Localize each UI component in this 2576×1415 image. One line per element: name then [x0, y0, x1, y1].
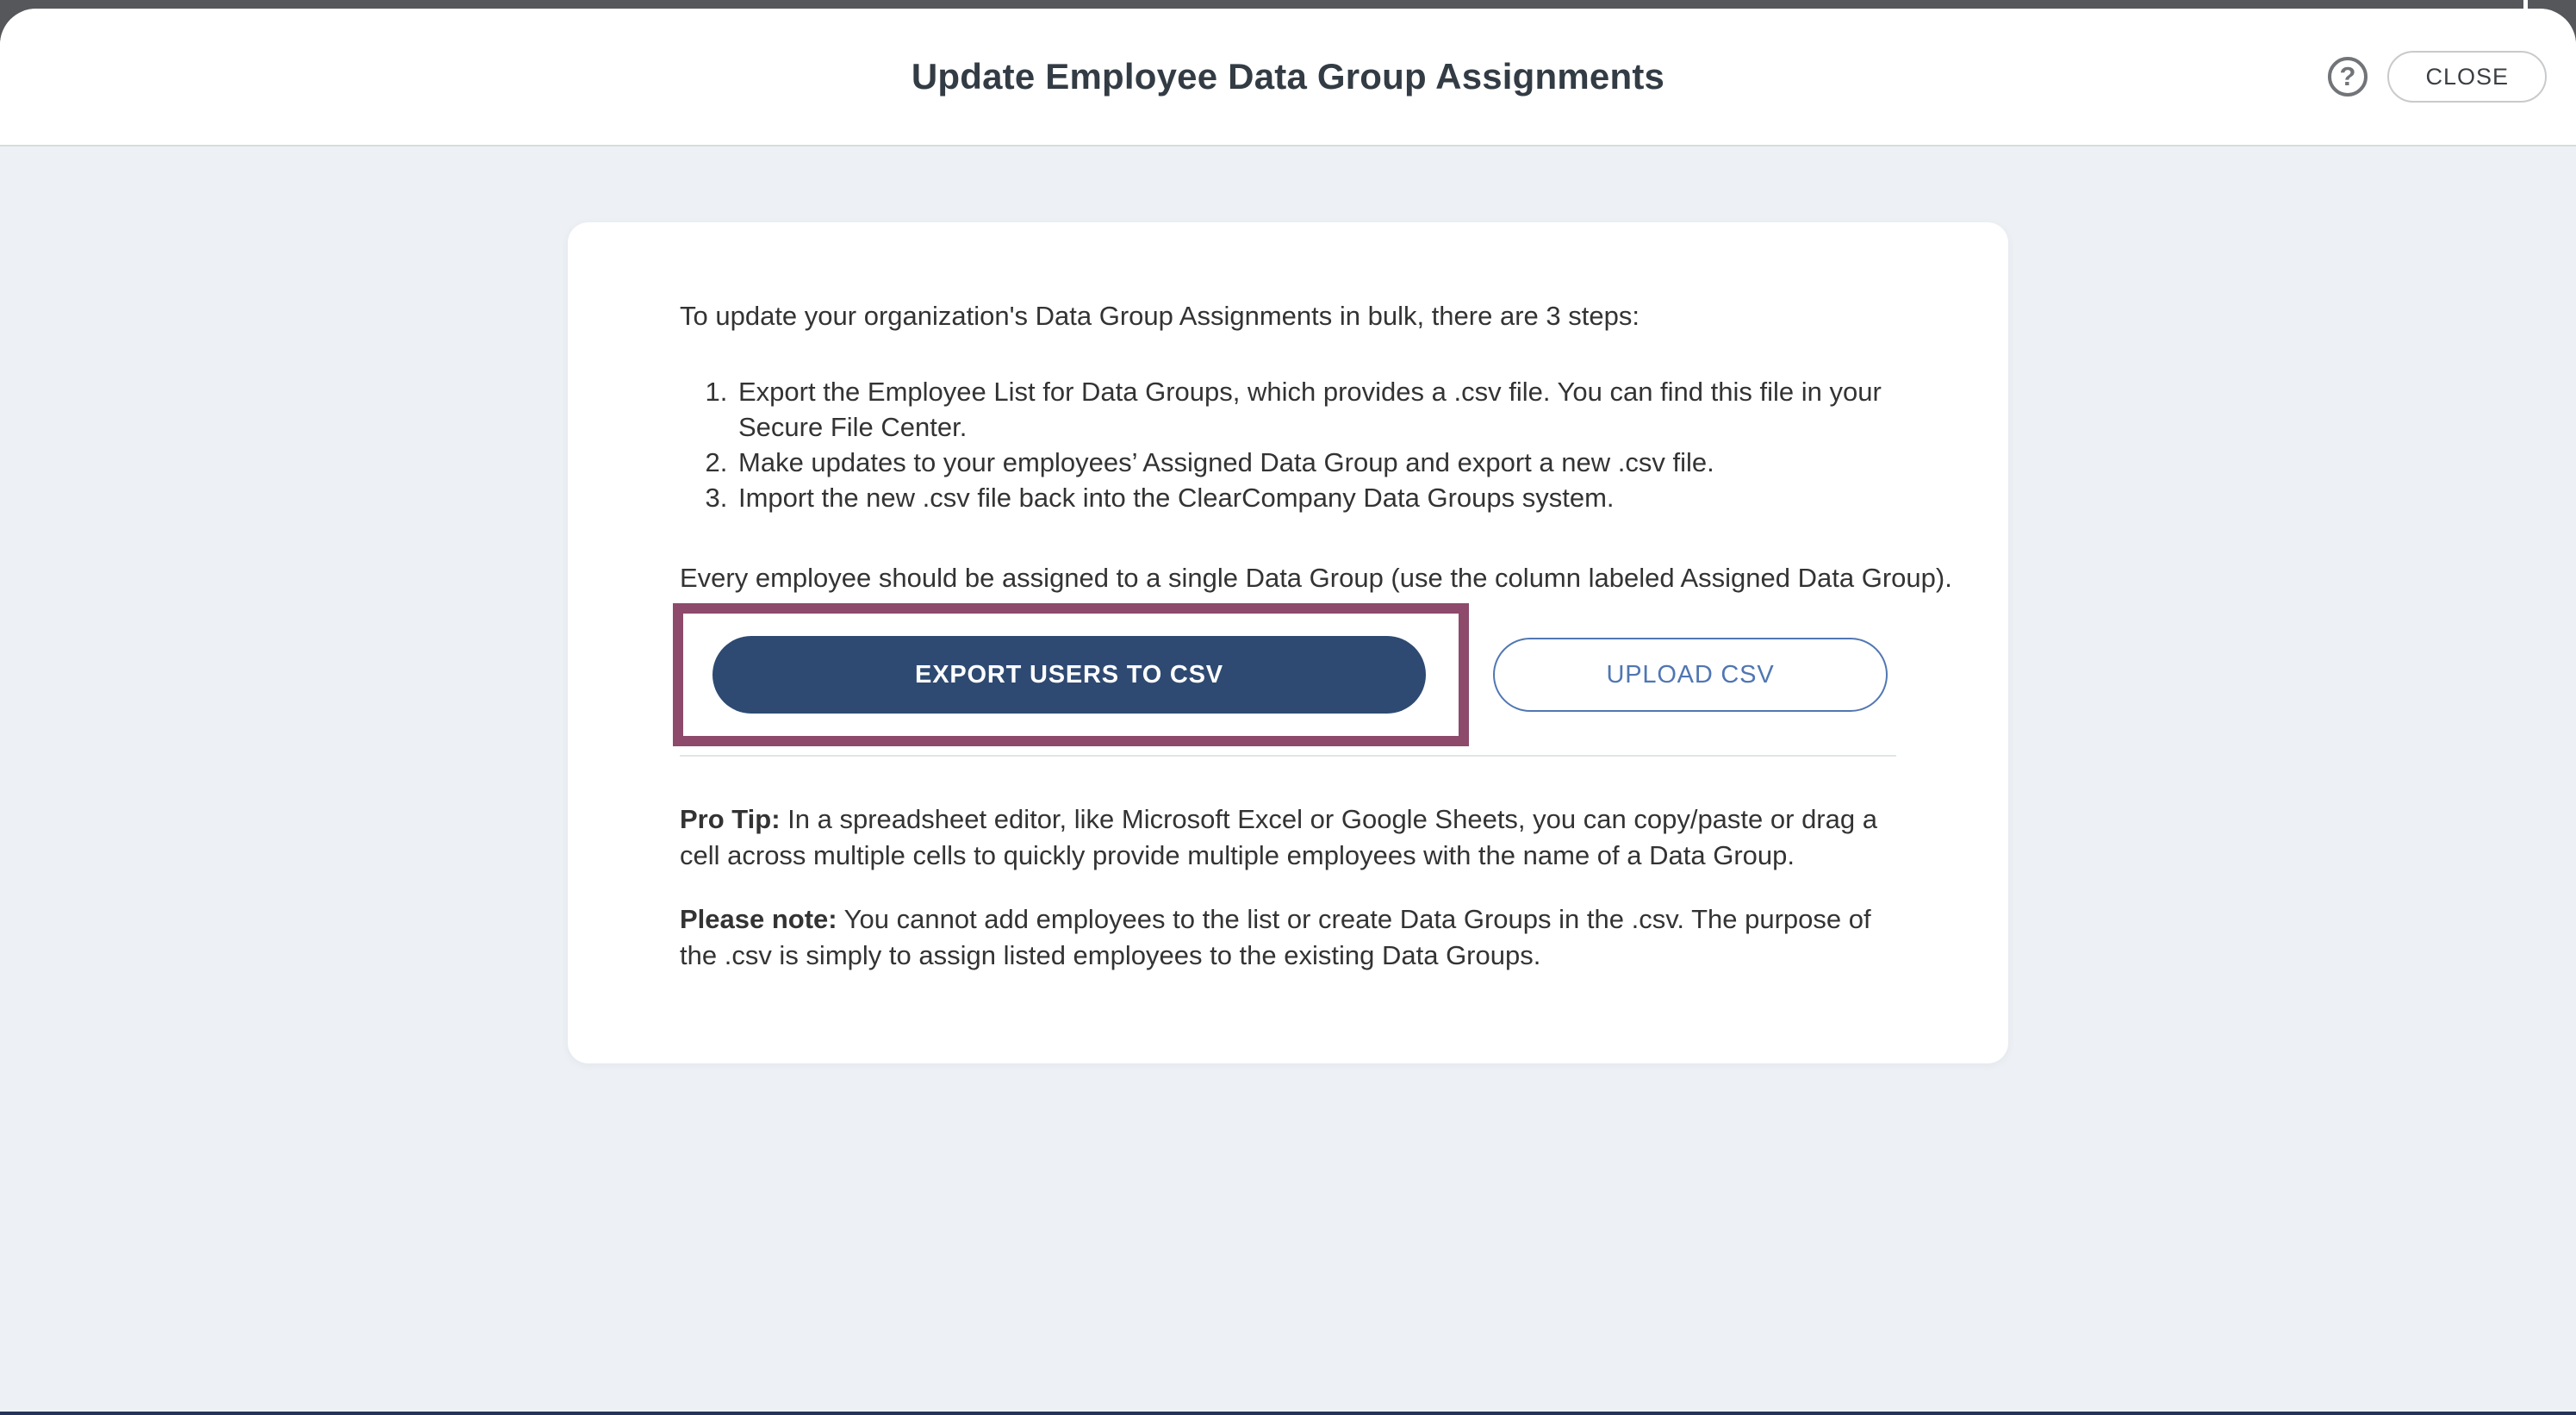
- close-button[interactable]: CLOSE: [2387, 51, 2547, 103]
- step-item-3: 3. Import the new .csv file back into the ClearCompany Data Groups system.: [735, 480, 1896, 515]
- dialog-card: [568, 222, 2008, 1063]
- modal: [0, 9, 2576, 1415]
- intro-text: To update your organization's Data Group Assignments in bulk, there are 3 steps:: [680, 301, 1640, 331]
- help-icon[interactable]: [2328, 57, 2368, 97]
- pro-tip-text: In a spreadsheet editor, like Microsoft Excel or Google Sheets, you can copy/paste or drag a cell across multiple cells to quickly provide multiple employees with the name of a Data Group.: [680, 804, 1877, 870]
- question-mark-glyph: ?: [2339, 60, 2356, 91]
- export-users-to-csv-button[interactable]: EXPORT USERS TO CSV: [712, 636, 1426, 714]
- assignment-note: Every employee should be assigned to a single Data Group (use the column labeled Assigned Data Group).: [680, 563, 1952, 593]
- pro-tip: [680, 801, 1896, 874]
- please-note: [680, 901, 1896, 974]
- please-note-text: You cannot add employees to the list or create Data Groups in the .csv. The purpose of the .csv is simply to assign listed employees to the existing Data Groups.: [680, 904, 1871, 970]
- pro-tip-label: Pro Tip:: [680, 804, 781, 834]
- step-item-2: 2. Make updates to your employees’ Assigned Data Group and export a new .csv file.: [735, 445, 1896, 480]
- please-note-label: Please note:: [680, 904, 837, 934]
- page-title: Update Employee Data Group Assignments: [911, 56, 1665, 97]
- steps-list: [680, 374, 1896, 515]
- buttons-row: [680, 603, 1896, 746]
- highlight-annotation-box: [673, 603, 1469, 746]
- divider: [680, 755, 1896, 757]
- background-window-bottom-edge: [0, 1412, 2576, 1415]
- modal-header: [0, 9, 2576, 146]
- upload-csv-button[interactable]: UPLOAD CSV: [1493, 638, 1888, 712]
- top-bar-divider-tick: [2523, 0, 2528, 9]
- step-item-1: 1. Export the Employee List for Data Groups, which provides a .csv file. You can find this file in your Secure File Center.: [735, 374, 1896, 445]
